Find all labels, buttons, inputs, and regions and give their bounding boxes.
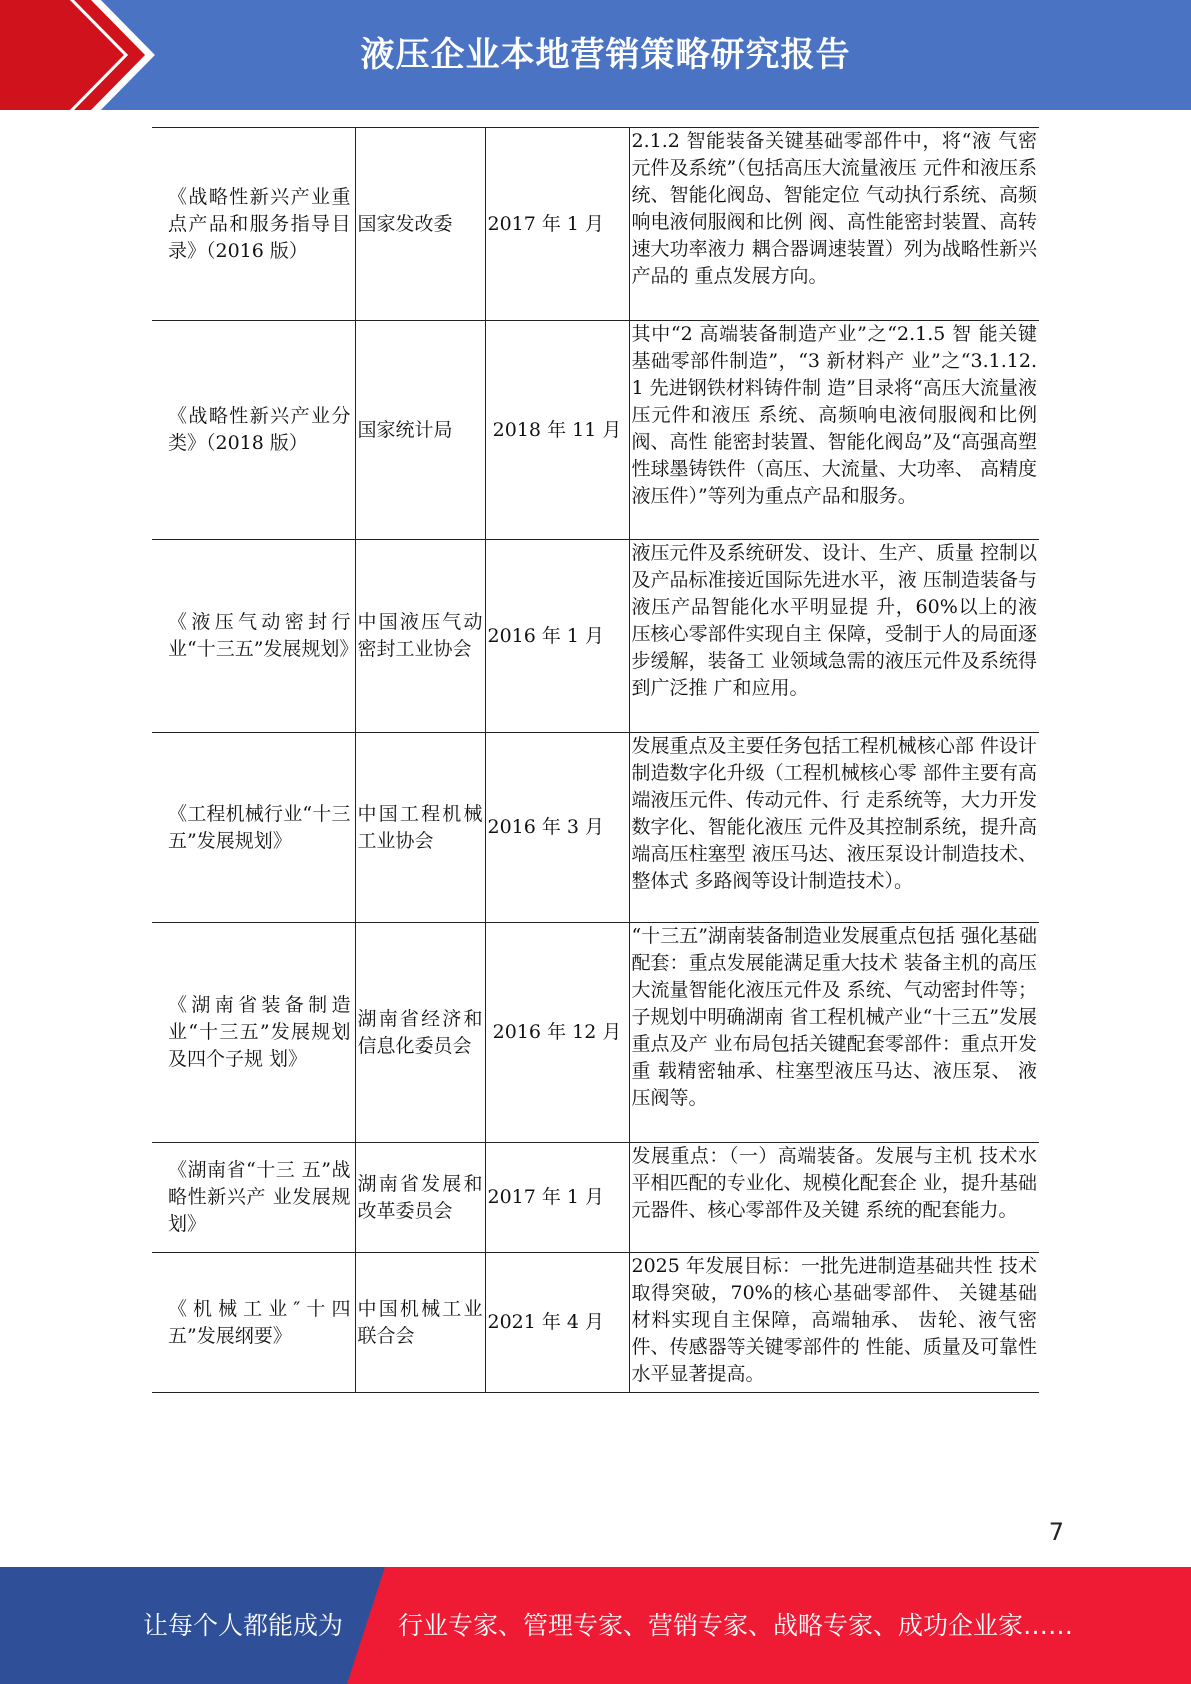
policy-name: 《工程机械行业“十三五”发展规划》: [152, 733, 355, 923]
policy-date: 2016 年 3 月: [485, 733, 629, 923]
page-number: 7: [1048, 1518, 1064, 1546]
footer-slogan-right: 行业专家、管理专家、营销专家、战略专家、成功企业家……: [398, 1611, 1074, 1640]
table-row: [152, 733, 1039, 923]
policy-date: 2017 年 1 月: [485, 128, 629, 321]
table-row: [152, 1253, 1039, 1393]
policy-date: 2017 年 1 月: [485, 1143, 629, 1253]
policy-date: 2016 年 1 月: [485, 540, 629, 733]
policy-issuer: 中国工程机械工业协会: [355, 733, 485, 923]
table-row: [152, 923, 1039, 1143]
policy-issuer: 湖南省经济和信息化委员会: [355, 923, 485, 1143]
policy-issuer: 国家发改委: [355, 128, 485, 321]
page-footer: [0, 1567, 1191, 1684]
policy-table: [152, 127, 1039, 1393]
policy-date: 2021 年 4 月: [485, 1253, 629, 1393]
page-header: [0, 0, 1191, 110]
policy-date: 2016 年 12 月: [485, 923, 629, 1143]
policy-content: 液压元件及系统研发、设计、生产、质量 控制以及产品标准接近国际先进水平，液 压制造装备与液压产品智能化水平明显提 升，60%以上的液压核心零部件实现自主 保障，受制于人的局面逐步缓解，装备工 业领域急需的液压元件及系统得到广泛推 广和应用。: [629, 540, 1039, 733]
policy-name: 《机械工业″十四五”发展纲要》: [152, 1253, 355, 1393]
policy-issuer: 中国液压气动密封工业协会: [355, 540, 485, 733]
policy-name: 《战略性新兴产业重点产品和服务指导目录》（2016 版）: [152, 128, 355, 321]
policy-date: 2018 年 11 月: [485, 321, 629, 540]
report-title: 液压企业本地营销策略研究报告: [360, 35, 851, 75]
footer-slogan-left: 让每个人都能成为: [143, 1611, 344, 1640]
policy-name: 《湖南省“十三 五”战略性新兴产 业发展规划》: [152, 1143, 355, 1253]
policy-name: 《液压气动密封行业“十三五”发展规划》: [152, 540, 355, 733]
policy-content: 2.1.2 智能装备关键基础零部件中，将“液 气密元件及系统”（包括高压大流量液压 元件和液压系统、智能化阀岛、智能定位 气动执行系统、高频响电液伺服阀和比例 阀、高性能密封装置、高转速大功率液力 耦合器调速装置）列为战略性新兴产品的 重点发展方向。: [629, 128, 1039, 321]
policy-issuer: 国家统计局: [355, 321, 485, 540]
policy-content: 2025 年发展目标：一批先进制造基础共性 技术取得突破，70%的核心基础零部件、 关键基础材料实现自主保障，高端轴承、 齿轮、液气密件、传感器等关键零部件的 性能、质量及可靠性水平显著提高。: [629, 1253, 1039, 1393]
policy-name: 《湖南省装备制造业“十三五”发展规划及四个子规 划》: [152, 923, 355, 1143]
policy-issuer: 中国机械工业联合会: [355, 1253, 485, 1393]
policy-content: 发展重点：（一）高端装备。发展与主机 技术水平相匹配的专业化、规模化配套企 业，提升基础元器件、核心零部件及关键 系统的配套能力。: [629, 1143, 1039, 1253]
policy-name: 《战略性新兴产业分类》（2018 版）: [152, 321, 355, 540]
policy-content: 发展重点及主要任务包括工程机械核心部 件设计制造数字化升级（工程机械核心零 部件主要有高端液压元件、传动元件、行 走系统等，大力开发数字化、智能化液压 元件及其控制系统，提升高端高压柱塞型 液压马达、液压泵设计制造技术、整体式 多路阀等设计制造技术）。: [629, 733, 1039, 923]
table-row: [152, 321, 1039, 540]
table-row: [152, 1143, 1039, 1253]
table-row: [152, 128, 1039, 321]
policy-content: 其中“2 高端装备制造产业”之“2.1.5 智 能关键基础零部件制造”，“3 新材料产 业”之“3.1.12.1 先进钢铁材料铸件制 造”目录将“高压大流量液压元件和液压 系统、高频响电液伺服阀和比例阀、高性 能密封装置、智能化阀岛”及“高强高塑 性球墨铸铁件（高压、大流量、大功率、 高精度液压件）”等列为重点产品和服务。: [629, 321, 1039, 540]
policy-issuer: 湖南省发展和改革委员会: [355, 1143, 485, 1253]
policy-content: “十三五”湖南装备制造业发展重点包括 强化基础配套：重点发展能满足重大技术 装备主机的高压大流量智能化液压元件及 系统、气动密封件等；子规划中明确湖南 省工程机械产业“十三五”发展重点及产 业布局包括关键配套零部件：重点开发重 载精密轴承、柱塞型液压马达、液压泵、 液压阀等。: [629, 923, 1039, 1143]
table-row: [152, 540, 1039, 733]
